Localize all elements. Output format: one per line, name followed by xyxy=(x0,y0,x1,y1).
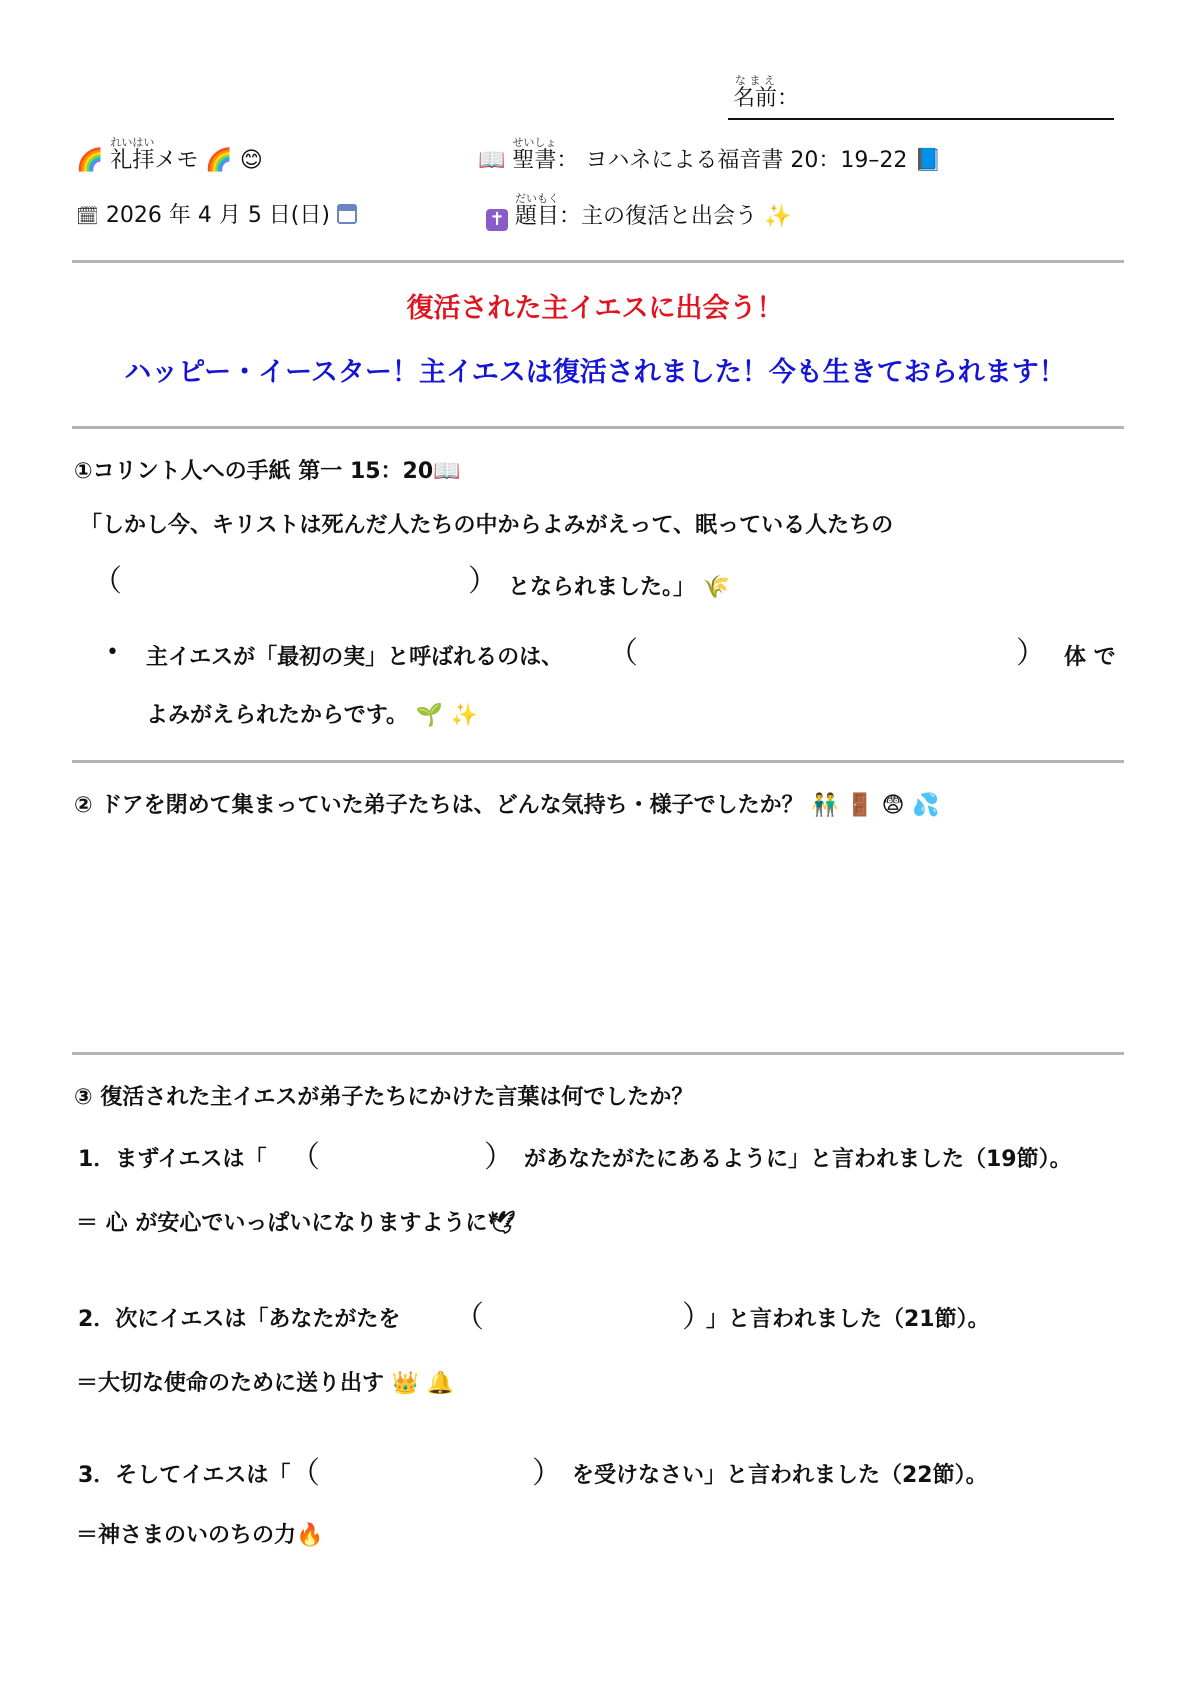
section2-heading: ② ドアを閉めて集まっていた弟子たちは、どんな気持ち・様子でしたか？ 👬 🚪 😨 💦 xyxy=(74,793,940,818)
open-book-icon: 📖 xyxy=(433,459,461,484)
memo-title: 🌈 礼拝れいはいメモ 🌈 😊 xyxy=(76,136,263,173)
bullet-line2: よみがえられたからです。 🌱 ✨ xyxy=(146,703,479,728)
section1-quote-line2: となられました。」 🌾 xyxy=(508,575,731,600)
answer-paren-close: ） xyxy=(532,1456,562,1491)
divider xyxy=(72,426,1124,429)
service-date: 🗓 2026 年 4 月 5 日(日) xyxy=(76,198,357,229)
book-icon: 📖 xyxy=(478,148,506,173)
rainbow-icon: 🌈 xyxy=(205,148,233,173)
bullet-suffix: 体 で xyxy=(1064,645,1116,670)
seedling-icon: 🌱 xyxy=(415,703,444,728)
item3-prefix: 3．そしてイエスは「 xyxy=(78,1463,291,1488)
divider xyxy=(72,1052,1124,1055)
divider xyxy=(72,260,1124,263)
answer-paren-open: （ xyxy=(92,564,122,599)
item1-suffix: があなたがたにあるように」と言われました（19節）。 xyxy=(524,1147,1072,1172)
door-icon: 🚪 xyxy=(846,793,874,818)
banner-subtitle: ハッピー・イースター！主イエスは復活されました！今も生きておられます！ xyxy=(124,357,1066,388)
item2-prefix: 2．次にイエスは「あなたがたを xyxy=(78,1307,401,1332)
answer-paren-close: ） xyxy=(468,564,498,599)
answer-blank-peace[interactable] xyxy=(320,1136,480,1172)
people-icon: 👬 xyxy=(811,793,839,818)
bible-reference: 📖 聖書せいしょ： ヨハネによる福音書 20：19–22 📘 xyxy=(478,136,942,173)
calendar-icon xyxy=(337,204,357,224)
section3-heading: ③ 復活された主イエスが弟子たちにかけた言葉は何でしたか？ xyxy=(74,1085,694,1110)
bullet-dot: • xyxy=(106,640,119,665)
divider xyxy=(72,760,1124,763)
answer-paren-open: （ xyxy=(608,636,638,671)
answer-blank-spirit[interactable] xyxy=(320,1452,530,1488)
blue-book-icon: 📘 xyxy=(914,148,942,173)
wheat-icon: 🌾 xyxy=(702,575,731,600)
dove-icon: 🕊 xyxy=(487,1211,516,1236)
answer-paren-close: ） xyxy=(1016,636,1046,671)
cross-icon: ✝ xyxy=(486,209,508,231)
answer-blank-body[interactable] xyxy=(650,632,1020,668)
sparkles-icon: ✨ xyxy=(450,703,479,728)
bullet-prefix: 主イエスが「最初の実」と呼ばれるのは、 xyxy=(146,645,564,670)
smile-icon: 😊 xyxy=(239,148,263,173)
item3-suffix: を受けなさい」と言われました（22節）。 xyxy=(572,1463,988,1488)
name-input-line[interactable] xyxy=(728,118,1114,120)
answer-paren-close: ） xyxy=(484,1140,514,1175)
crown-icon: 👑 xyxy=(391,1371,420,1396)
answer-paren-open: （ xyxy=(290,1140,320,1175)
banner-title: 復活された主イエスに出会う！ xyxy=(406,293,784,324)
rainbow-icon: 🌈 xyxy=(76,148,104,173)
sermon-theme: ✝ 題目だいもく：主の復活と出会う ✨ xyxy=(486,192,791,231)
section1-quote-line1: 「しかし今、キリストは死んだ人たちの中からよみがえって、眠っている人たちの xyxy=(80,513,894,538)
answer-blank-sent[interactable] xyxy=(490,1296,680,1332)
answer-paren-close: ） xyxy=(682,1300,712,1335)
fearful-face-icon: 😨 xyxy=(881,793,905,818)
item1-note: ＝ 心 が安心でいっぱいになりますように🕊 xyxy=(76,1211,516,1236)
item2-suffix: 」と言われました（21節）。 xyxy=(706,1307,990,1332)
calendar-small-icon: 🗓 xyxy=(76,206,99,227)
sweat-drops-icon: 💦 xyxy=(912,793,940,818)
sparkles-icon: ✨ xyxy=(764,204,792,229)
name-label: 名前なまえ： xyxy=(733,74,800,111)
answer-paren-open: （ xyxy=(454,1300,484,1335)
item2-note: ＝大切な使命のために送り出す 👑 🔔 xyxy=(76,1371,455,1396)
answer-paren-open: （ xyxy=(290,1456,320,1491)
fire-icon: 🔥 xyxy=(296,1523,324,1548)
bell-icon: 🔔 xyxy=(426,1371,455,1396)
answer-blank-firstfruits[interactable] xyxy=(140,560,460,596)
item1-prefix: 1．まずイエスは「 xyxy=(78,1147,267,1172)
item3-note: ＝神さまのいのちの力🔥 xyxy=(76,1523,324,1548)
section1-heading: ①コリント人への手紙 第一 15：20📖 xyxy=(74,459,461,484)
answer-area-feelings[interactable] xyxy=(72,830,1124,1040)
